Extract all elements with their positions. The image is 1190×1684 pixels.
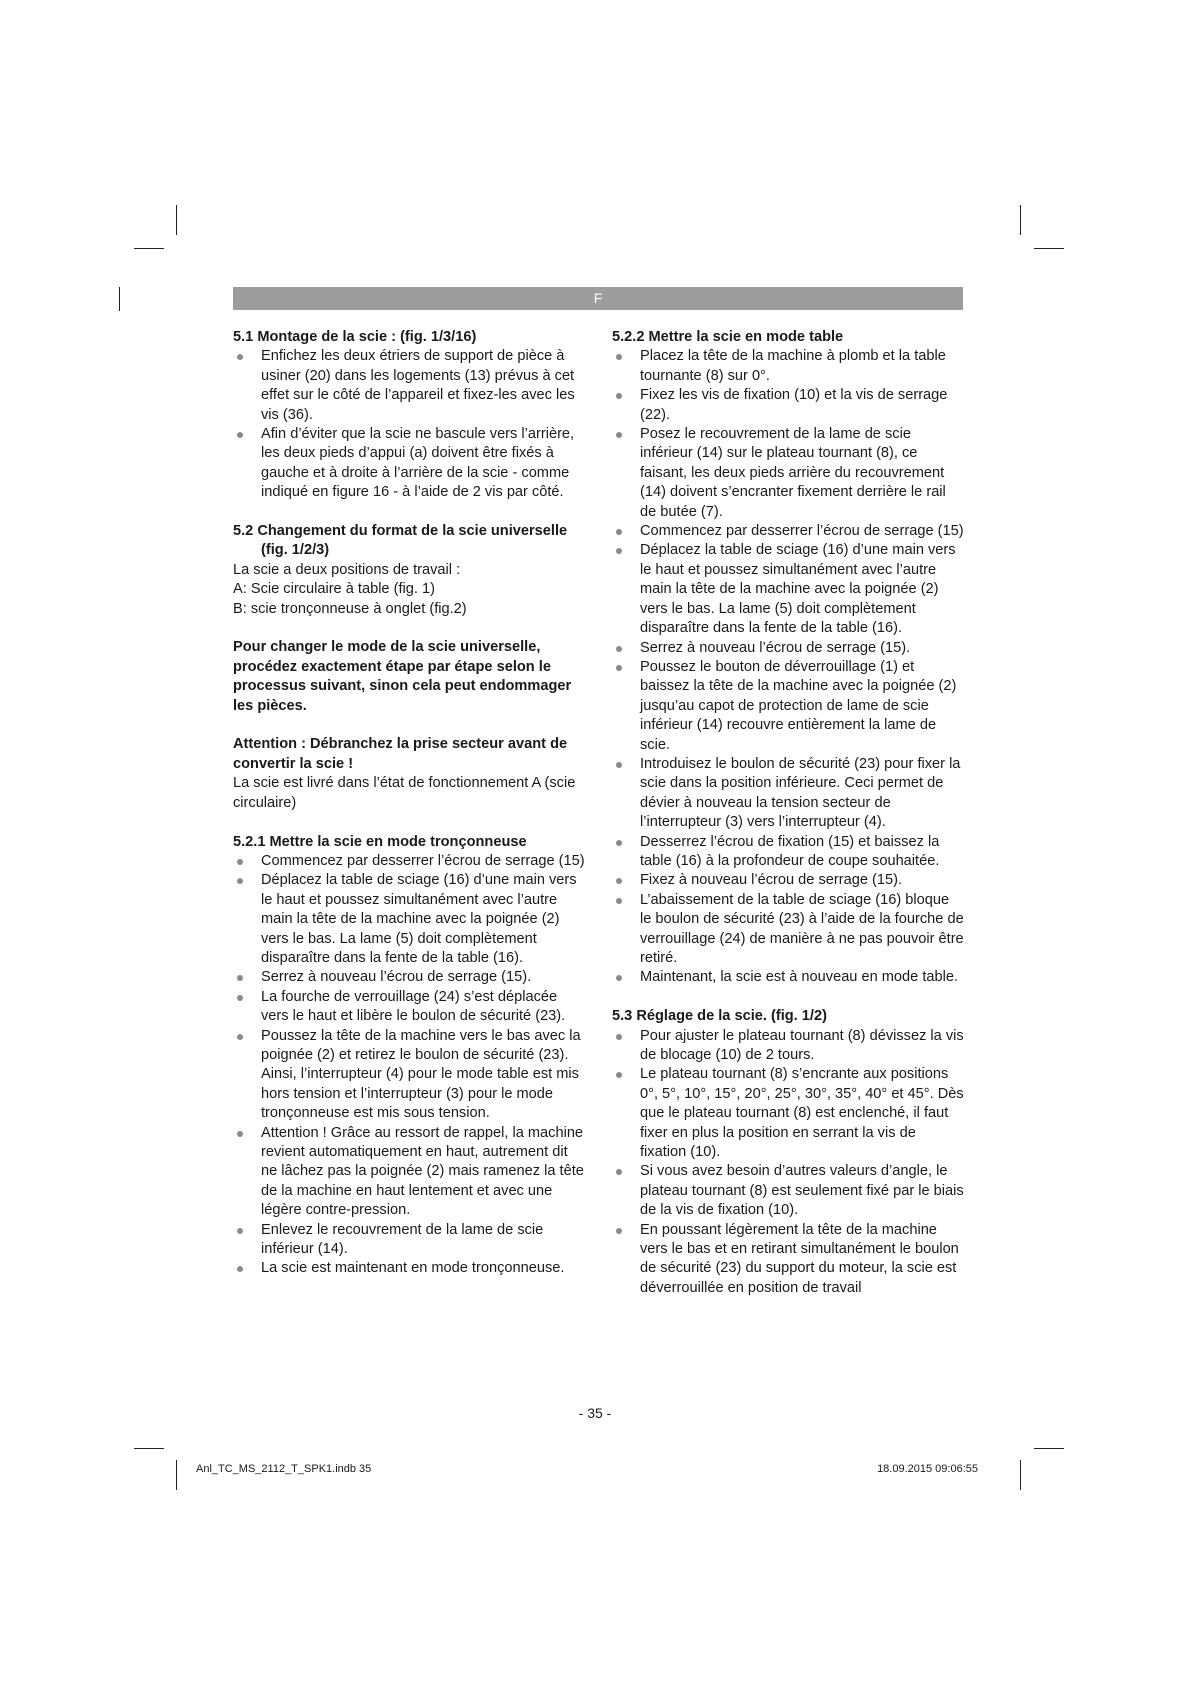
list-item: Poussez le bouton de déverrouillage (1) et baissez la tête de la machine avec la poignée (2) jusqu’au capot de protection de lame de scie inférieur (14) recouvre entièrement la lame de scie. [612, 658, 964, 755]
list-item: Enfichez les deux étriers de support de pièce à usiner (20) dans les logements (13) prévus à cet effet sur le côté de l’appareil et fixez-les avec les vis (36). [233, 347, 585, 425]
footer-timestamp: 18.09.2015 09:06:55 [877, 1463, 978, 1475]
warning-paragraph: Pour changer le mode de la scie universelle, procédez exactement étape par étape selon le processus suivant, sinon cela peut endommager les pièces. [233, 639, 572, 714]
crop-mark [176, 1460, 177, 1490]
list-item: Introduisez le boulon de sécurité (23) pour fixer la scie dans la position inférieure. Ceci permet de dévier à nouveau la tension secteur de l’interrupteur (3) vers l’interrupteur (4). [612, 755, 964, 833]
page-number: - 35 - [578, 1405, 612, 1421]
crop-mark [1034, 1448, 1064, 1449]
paragraph: B: scie tronçonneuse à onglet (fig.2) [233, 600, 467, 617]
list-item: Commencez par desserrer l’écrou de serrage (15) [612, 522, 964, 541]
language-header-bar [233, 287, 963, 310]
list-item: Déplacez la table de sciage (16) d’une main vers le haut et poussez simultanément avec l’autre main la tête de la machine avec la poignée (2) vers le bas. La lame (5) doit complètement disparaître dans la fente de la table (16). [612, 541, 964, 638]
list-item: Afin d’éviter que la scie ne bascule vers l’arrière, les deux pieds d’appui (a) doivent être fixés à gauche et à droite à l’arrière de la scie - comme indiqué en figure 16 - à l’aide de 2 vis par côté. [233, 425, 585, 503]
list-item: En poussant légèrement la tête de la machine vers le bas et en retirant simultanément le boulon de sécurité (23) du support du moteur, la scie est déverrouillée en position de travail [612, 1221, 964, 1299]
section-5-2-1-list [233, 852, 585, 1279]
list-item: La scie est maintenant en mode tronçonneuse. [233, 1259, 585, 1278]
list-item: Commencez par desserrer l’écrou de serrage (15) [233, 852, 585, 871]
paragraph: La scie a deux positions de travail : [233, 561, 461, 578]
list-item: L’abaissement de la table de sciage (16) bloque le boulon de sécurité (23) à l’aide de la fourche de verrouillage (24) de manière à ne pas pouvoir être retiré. [612, 891, 964, 969]
list-item: Fixez les vis de fixation (10) et la vis de serrage (22). [612, 386, 964, 425]
list-item: Poussez la tête de la machine vers le bas avec la poignée (2) et retirez le boulon de sécurité (23). Ainsi, l’interrupteur (4) pour le mode table est mis hors tension et l’interrupteur (3) pour le mode tronçonneuse est mis sous tension. [233, 1027, 585, 1124]
list-item: Fixez à nouveau l’écrou de serrage (15). [612, 871, 964, 890]
section-title-5-2-2: 5.2.2 Mettre la scie en mode table [612, 329, 844, 345]
list-item: Pour ajuster le plateau tournant (8) dévissez la vis de blocage (10) de 2 tours. [612, 1027, 964, 1066]
list-item: Desserrez l’écrou de fixation (15) et baissez la table (16) à la profondeur de coupe souhaitée. [612, 833, 964, 872]
section-5-2-2-list [612, 347, 964, 987]
list-item: Déplacez la table de sciage (16) d’une main vers le haut et poussez simultanément avec l’autre main la tête de la machine avec la poignée (2) vers le bas. La lame (5) doit complètement disparaître dans la fente de la table (16). [233, 871, 585, 968]
list-item: Serrez à nouveau l’écrou de serrage (15). [612, 639, 964, 658]
section-title-5-1: 5.1 Montage de la scie : (fig. 1/3/16) [233, 329, 477, 345]
crop-mark [1020, 1460, 1021, 1490]
crop-mark [134, 248, 164, 249]
list-item: La fourche de verrouillage (24) s’est déplacée vers le haut et libère le boulon de sécurité (23). [233, 988, 585, 1027]
list-item: Attention ! Grâce au ressort de rappel, la machine revient automatiquement en haut, autrement dit ne lâchez pas la poignée (2) mais ramenez la tête de la machine en haut lentement et avec une légère contre-pression. [233, 1124, 585, 1221]
crop-mark [1020, 205, 1021, 235]
crop-mark [119, 287, 120, 311]
paragraph: La scie est livré dans l’état de fonctionnement A (scie circulaire) [233, 775, 576, 811]
list-item: Posez le recouvrement de la lame de scie inférieur (14) sur le plateau tournant (8), ce faisant, les deux pieds arrière du recouvrement (14) doivent s’encranter fixement derrière le rail de butée (7). [612, 425, 964, 522]
right-column [612, 328, 964, 1298]
crop-mark [134, 1448, 164, 1449]
section-5-3-list [612, 1027, 964, 1299]
crop-mark [176, 205, 177, 235]
footer-file-name: Anl_TC_MS_2112_T_SPK1.indb 35 [196, 1463, 372, 1475]
section-title-5-2: 5.2 Changement du format de la scie universelle (fig. 1/2/3) [233, 523, 568, 559]
list-item: Maintenant, la scie est à nouveau en mode table. [612, 968, 964, 987]
list-item: Enlevez le recouvrement de la lame de scie inférieur (14). [233, 1221, 585, 1260]
list-item: Serrez à nouveau l’écrou de serrage (15). [233, 968, 585, 987]
paragraph: A: Scie circulaire à table (fig. 1) [233, 581, 435, 598]
language-code: F [593, 290, 603, 306]
section-title-5-2-1: 5.2.1 Mettre la scie en mode tronçonneuse [233, 833, 527, 850]
left-column [233, 328, 585, 1279]
list-item: Si vous avez besoin d’autres valeurs d’angle, le plateau tournant (8) est seulement fixé par le biais de la vis de fixation (10). [612, 1162, 964, 1220]
crop-mark [1034, 248, 1064, 249]
section-5-1-list [233, 347, 585, 502]
list-item: Le plateau tournant (8) s’encrante aux positions 0°, 5°, 10°, 15°, 20°, 25°, 30°, 35°, 40° et 45°. Dès que le plateau tournant (8) est enclenché, il faut fixer en plus la position en serrant la vis de fixation (10). [612, 1065, 964, 1162]
attention-paragraph: Attention : Débranchez la prise secteur avant de convertir la scie ! [233, 736, 568, 772]
section-title-5-3: 5.3 Réglage de la scie. (fig. 1/2) [612, 1008, 827, 1025]
list-item: Placez la tête de la machine à plomb et la table tournante (8) sur 0°. [612, 347, 964, 386]
